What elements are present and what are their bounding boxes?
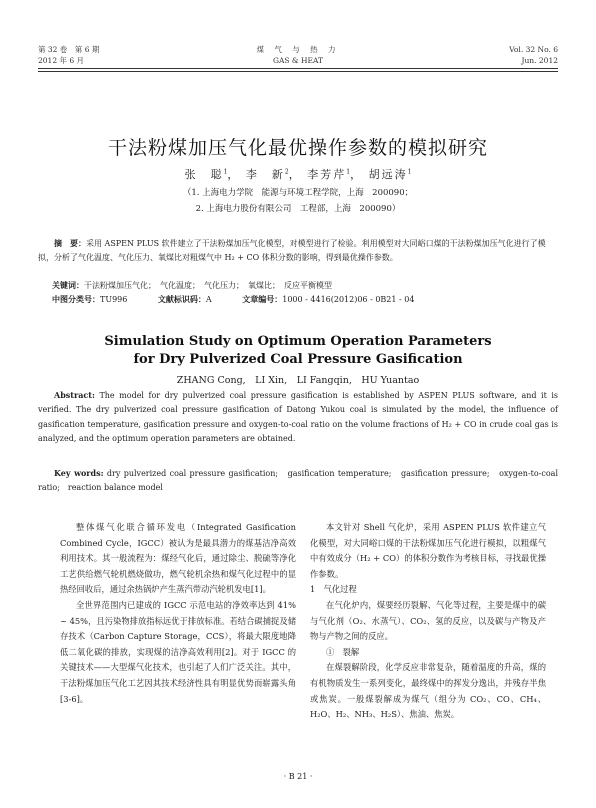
keywords-en-label: Key words:	[54, 468, 104, 478]
abstract-cn-text: 采用 ASPEN PLUS 软件建立了干法粉煤加压气化模型，对模型进行了检验。利用模型对大同峪口煤的干法粉煤加压气化进行了模拟，分析了气化温度、气化压力、氧煤比对粗煤气中 H₂ + CO 体积分数的影响，得到最优操作参数。	[38, 239, 546, 262]
header-rule-thin	[38, 71, 558, 72]
body-paragraph: 在气化炉内，煤要经历裂解、气化等过程，主要是煤中的碳与气化剂（O₂、水蒸气）、CO₂、氢的反应，以及碳与产物及产物与产物之间的反应。	[310, 599, 546, 642]
header-journal-name	[0, 44, 596, 66]
section-heading: 1 气化过程	[310, 584, 357, 595]
paper-title-en-line2: for Dry Pulverized Coal Pressure Gasification	[133, 352, 463, 367]
affiliation-2: 2. 上海电力股份有限公司 工程部，上海 200090）	[195, 204, 401, 214]
paper-title-cn: 干法粉煤加压气化最优操作参数的模拟研究	[107, 137, 488, 159]
abstract-en	[38, 388, 558, 447]
journal-name-cn: 煤 气 与 热 力	[256, 45, 340, 54]
author-4: 胡远涛$^1$	[368, 168, 412, 181]
page-number: · B 21 ·	[283, 772, 313, 781]
header-vol-en: Vol. 32 No. 6	[509, 45, 558, 54]
body-paragraph: 全世界范围内已建成的 IGCC 示范电站的净效率达到 41% ~ 45%，且污染物排放指标远优于排放标准。若结合碳捕捉及储存技术（Carbon Capture Storage，CCS），将最大限度地降低二氧化碳的排放，实现煤的洁净高效利用[2]。对于 IGCC 的关键技术——大型煤气化技术，也引起了人们广泛关注。其中，干法粉煤加压气化工艺因其技术经济性具有明显优势而崭露头角[3-6]。	[60, 599, 296, 704]
journal-name-en: GAS & HEAT	[272, 56, 323, 65]
header-volume-en	[509, 44, 558, 66]
article-number: 文章编号：1000 - 4416(2012)06 - 0B21 - 04	[242, 294, 415, 304]
body-column-left	[60, 520, 296, 707]
subsection-heading: ① 裂解	[326, 646, 360, 657]
header-volume: 第 32 卷 第 6 期	[38, 45, 100, 54]
clc-number: 中图分类号：TU996	[52, 294, 128, 304]
header-date: 2012 年 6 月	[38, 56, 85, 65]
header-rule	[38, 68, 558, 69]
abstract-en-text: The model for dry pulverized coal pressure gasification is established by ASPEN PLUS software, and it is verified. The dry pulverized coal pressure gasification of Datong Yukou coal is simulated by the model, the influence of gasification temperature, gasification pressure and oxygen-to-coal ratio on the volume fractions of H₂ + CO in crude coal gas is analyzed, and the optimum operation parameters are obtained.	[38, 391, 558, 444]
header-date-en: Jun. 2012	[521, 56, 558, 65]
body-paragraph: 本文针对 Shell 气化炉，采用 ASPEN PLUS 软件建立气化模型，对大同峪口煤的干法粉煤加压气化进行模拟，以粗煤气中有效成分（H₂ + CO）的体积分数作为考核目标，寻找最优操作参数。	[310, 522, 546, 579]
doc-code: 文献标识码：A	[157, 294, 212, 304]
keywords-cn-label: 关键词：	[52, 280, 84, 290]
keywords-en	[38, 466, 558, 496]
abstract-en-label: Abstract:	[54, 390, 95, 400]
abstract-cn-label: 摘 要：	[54, 238, 86, 248]
author-2: 李 新$^2$	[245, 168, 289, 181]
keywords-en-text: dry pulverized coal pressure gasification; gasification temperature; gasification pressure; oxygen-to-coal ratio; reaction balance model	[38, 469, 559, 493]
authors-cn: 张 聪$^1$， 李 新$^2$， 李芳芹$^1$， 胡远涛$^1$	[184, 168, 412, 181]
abstract-cn	[38, 236, 558, 265]
body-column-right	[310, 520, 546, 723]
paper-title-en-line1: Simulation Study on Optimum Operation Parameters	[104, 334, 492, 349]
classification-line	[52, 294, 552, 305]
affiliation-1: （1. 上海电力学院 能源与环境工程学院，上海 200090；	[182, 188, 414, 198]
author-3: 李芳芹$^1$	[307, 168, 351, 181]
keywords-cn	[52, 278, 552, 293]
body-paragraph: 在煤裂解阶段，化学反应非常复杂，随着温度的升高，煤的有机物质发生一系列变化，最终煤中的挥发分逸出，并残存半焦或焦炭。一般煤裂解成为煤气（组分为 CO₂、CO、CH₄、H₂O、H₂、NH₃、H₂S）、焦油、焦炭。	[310, 662, 546, 720]
body-paragraph: 整体煤气化联合循环发电（Integrated Gasification Combined Cycle，IGCC）被认为是最具潜力的煤基洁净高效利用技术。其一般流程为：煤经气化后，通过除尘、脱硫等净化工艺供给燃气轮机燃烧做功，燃气轮机余热和煤气化过程中的显热经回收后，通过余热锅炉产生蒸汽带动汽轮机发电[1]。	[60, 522, 296, 595]
author-1: 张 聪$^1$	[184, 168, 228, 181]
authors-en: ZHANG Cong, LI Xin, LI Fangqin, HU Yuantao	[176, 375, 420, 386]
keywords-cn-text: 干法粉煤加压气化； 气化温度； 气化压力； 氧煤比； 反应平衡模型	[84, 281, 332, 290]
